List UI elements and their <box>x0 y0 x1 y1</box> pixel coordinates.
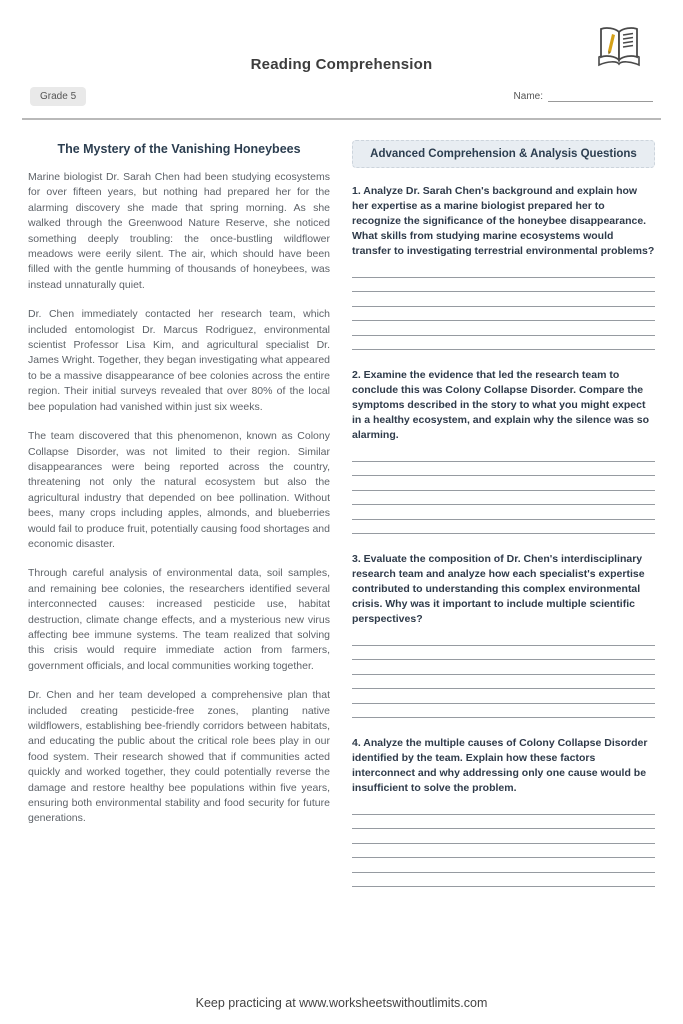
story-paragraphs <box>28 170 330 827</box>
name-label: Name: <box>513 91 543 102</box>
answer-blank-line <box>352 505 655 520</box>
name-blank-line <box>548 91 653 102</box>
question-block <box>352 552 655 718</box>
question-text: 1. Analyze Dr. Sarah Chen's background and explain how her expertise as a marine biologist prepared her to recognize the significance of the honeybee disappearance. What skills from studying marine ecosystems would transfer to investigating terrestrial environmental problems? <box>352 185 655 257</box>
answer-blank-line <box>352 873 655 888</box>
questions-header: Advanced Comprehension & Analysis Questions <box>352 140 655 168</box>
answer-blank-line <box>352 336 655 351</box>
question-block <box>352 184 655 350</box>
question-block <box>352 736 655 887</box>
main-content <box>0 120 683 905</box>
question-text: 2. Examine the evidence that led the research team to conclude this was Colony Collapse Disorder. Compare the symptoms described in the story to what you might expect in a healthy ecosystem, and explain why the silence was so alarming. <box>352 369 650 441</box>
answer-blank-line <box>352 292 655 307</box>
open-book-with-pencil-icon <box>593 24 645 70</box>
story-paragraph: The team discovered that this phenomenon, known as Colony Collapse Disorder, was not limited to their region. Similar disappearances were being reported across the country, threatening not only the natural ecosystem but also the agricultural industry that depended on bee pollination. Without bees, many crops including apples, almonds, and blueberries would fail to produce fruit, potentially causing food shortages and economic disaster. <box>28 430 330 550</box>
questions-column <box>352 140 655 905</box>
answer-blank-line <box>352 815 655 830</box>
story-title: The Mystery of the Vanishing Honeybees <box>57 142 301 156</box>
answer-blank-line <box>352 660 655 675</box>
story-paragraph: Marine biologist Dr. Sarah Chen had been studying ecosystems for over fifteen years, but nothing had prepared her for the alarming discovery she made that spring morning. As she walked through the Greenwood Nature Reserve, she noticed something deeply troubling: the once-bustling wildflower meadows were eerily silent. The air, which should have been filled with the gentle humming of thousands of honeybees, was instead unnaturally quiet. <box>28 171 330 291</box>
question-text: 3. Evaluate the composition of Dr. Chen's interdisciplinary research team and analyze how each specialist's expertise contributed to understanding this complex environmental crisis. Why was it important to include multiple scientific perspectives? <box>352 553 645 625</box>
answer-blank-line <box>352 858 655 873</box>
header-divider <box>22 118 661 120</box>
answer-blank-line <box>352 491 655 506</box>
question-text: 4. Analyze the multiple causes of Colony Collapse Disorder identified by the team. Explain how these factors interconnect and why addressing only one cause would be insufficient to solve the problem. <box>352 737 648 794</box>
story-paragraph: Dr. Chen and her team developed a comprehensive plan that included creating pesticide-free zones, planting native wildflowers, establishing bee-friendly corridors between habitats, and educating the public about the critical role bees play in our food system. Their research showed that if communities acted quickly and worked together, they could potentially reverse the damage and restore healthy bee populations within five years, ensuring both environmental stability and food security for future generations. <box>28 689 330 825</box>
answer-blank-line <box>352 646 655 661</box>
answer-blank-line <box>352 631 655 646</box>
answer-blank-line <box>352 278 655 293</box>
answer-blank-line <box>352 829 655 844</box>
grade-badge: Grade 5 <box>30 87 86 106</box>
story-paragraph: Through careful analysis of environmental data, soil samples, and remaining bee colonies, the researchers identified several interconnected causes: increased pesticide use, habitat destruction, climate change effects, and a mysterious new virus affecting bee immune systems. The team realized that solving this crisis would require immediate action from farmers, government officials, and local communities working together. <box>28 567 330 672</box>
answer-blank-line <box>352 462 655 477</box>
page-title: Reading Comprehension <box>250 56 433 73</box>
answer-blank-line <box>352 307 655 322</box>
answer-blank-line <box>352 704 655 719</box>
answer-blank-line <box>352 844 655 859</box>
answer-blank-line <box>352 447 655 462</box>
answer-blank-line <box>352 263 655 278</box>
page-header <box>0 0 683 120</box>
answer-blank-line <box>352 520 655 535</box>
meta-row <box>0 87 683 106</box>
question-block <box>352 368 655 534</box>
story-column <box>28 140 330 905</box>
footer-text: Keep practicing at www.worksheetswithoutlimits.com <box>195 996 488 1010</box>
answer-blank-line <box>352 675 655 690</box>
answer-blank-line <box>352 321 655 336</box>
questions-list <box>352 184 655 887</box>
name-field <box>514 91 653 102</box>
answer-blank-line <box>352 476 655 491</box>
answer-blank-line <box>352 689 655 704</box>
story-paragraph: Dr. Chen immediately contacted her research team, which included entomologist Dr. Marcus Rodriguez, environmental scientist Professor Lisa Kim, and agricultural specialist Dr. James Wright. Together, they began investigating what appeared to be a massive disappearance of bee colonies across the entire region. Their initial surveys revealed that over 80% of the local bee population had vanished within just six weeks. <box>28 308 330 413</box>
answer-blank-line <box>352 800 655 815</box>
